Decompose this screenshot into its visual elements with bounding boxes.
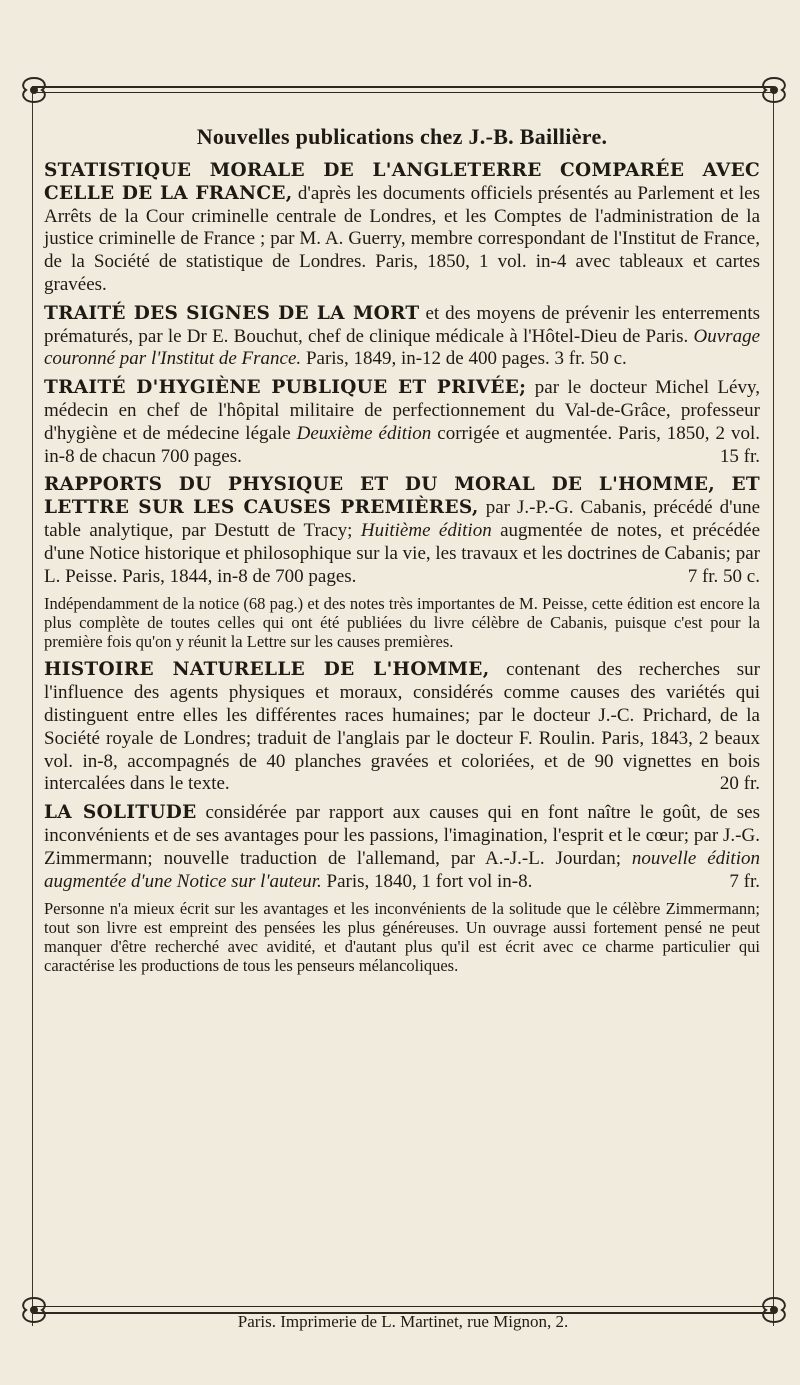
entry-note: Indépendamment de la notice (68 pag.) et des notes très importantes de M. Peisse, cette édition est encore la plus complète de toutes celles qui ont été publiées du livre célèbre de Cabanis, puisque c'est pour la première fois qu'on y réunit la Lettre sur les causes premières. [44, 594, 760, 652]
corner-ornament-icon [758, 76, 790, 104]
entry-italic: nouvelle édition augmentée d'une Notice sur l'auteur. [44, 847, 760, 892]
entry-body: d'après les documents officiels présentés au Parlement et les Arrêts de la Cour criminelle centrale de Londres, et les Comptes de l'administration de la justice criminelle de France ; par M. A. Guerry, membre correspondant de l'Institut de France, de la Société de statistique de Londres. Paris, 1850, 1 vol. in-4 avec tableaux et cartes gravées. [44, 182, 760, 295]
entry-tail: Paris, 1840, 1 fort vol in-8. [326, 870, 533, 892]
entry-tail: corrigée et augmentée. Paris, 1850, 2 vol. in-8 de chacun 700 pages. [44, 422, 760, 467]
entry-title: TRAITÉ D'HYGIÈNE PUBLIQUE ET PRIVÉE; [44, 377, 527, 399]
entry-tail: augmentée de notes, et précédée d'une Notice historique et philosophique sur la vie, les travaux et les doctrines de Cabanis; par L. Peisse. Paris, 1844, in-8 de 700 pages. [44, 519, 760, 587]
page-title: Nouvelles publications chez J.-B. Baillière. [196, 124, 608, 149]
catalogue-entry [44, 377, 760, 468]
entry-price: 7 fr. [729, 870, 760, 892]
catalogue-entry [44, 474, 760, 588]
catalogue-entry [44, 160, 760, 297]
entry-title: HISTOIRE NATURELLE DE L'HOMME, [44, 659, 490, 681]
entry-tail: Paris, 1849, in-12 de 400 pages. 3 fr. 50 c. [305, 348, 627, 370]
entry-price: 15 fr. [719, 445, 760, 467]
entry-title: LA SOLITUDE [44, 802, 197, 824]
bottom-rule-thin [32, 1306, 774, 1307]
entry-italic: Huitième édition [360, 519, 492, 541]
entry-price: 20 fr. [719, 773, 760, 795]
entry-italic: Ouvrage couronné par l'Institut de France. [44, 325, 761, 370]
entry-italic: Deuxième édition [296, 422, 432, 444]
entry-body: considérée par rapport aux causes qui en font naître le goût, de ses inconvénients et de ses avantages pour les passions, l'imagination, l'esprit et le cœur; par J.-G. Zimmermann; nouvelle traduction de l'allemand, par A.-J.-L. Jourdan; [44, 802, 761, 869]
entry-title: TRAITÉ DES SIGNES DE LA MORT [44, 302, 420, 324]
entry-body: par le docteur Michel Lévy, médecin en chef de l'hôpital militaire de perfectionnement du Val-de-Grâce, professeur d'hygiène et de médecine légale [44, 377, 761, 444]
entry-title: STATISTIQUE MORALE DE L'ANGLETERRE COMPARÉE AVEC CELLE DE LA FRANCE, [44, 160, 760, 204]
catalogue-entry [44, 303, 760, 371]
entry-body: contenant des recherches sur l'influence des agents physiques et moraux, considérés comme causes des variétés qui distinguent entre elles les différentes races humaines; par le docteur J.-C. Prichard, de la Société royale de Londres; traduit de l'anglais par le docteur F. Roulin. Paris, 1843, 2 beaux vol. in-8, accompagnés de 40 planches gravées et coloriées, et de 90 vignettes en bois intercalées dans le texte. [44, 659, 760, 795]
catalogue-content [44, 100, 760, 983]
printer-imprint: Paris. Imprimerie de L. Martinet, rue Mignon, 2. [237, 1312, 569, 1331]
entry-title: RAPPORTS DU PHYSIQUE ET DU MORAL DE L'HOMME, ET LETTRE SUR LES CAUSES PREMIÈRES, [44, 474, 760, 519]
entry-price: 7 fr. 50 c. [687, 565, 760, 587]
entry-note: Personne n'a mieux écrit sur les avantages et les inconvénients de la solitude que le célèbre Zimmermann; tout son livre est empreint des pensées les plus généreuses. Un ouvrage aussi fortement pensé ne peut manquer d'être recherché avec avidité, et d'autant plus qu'il est écrit avec ce charme particulier qui caractérise les productions de tous les penseurs mélancoliques. [44, 899, 760, 976]
entry-body: et des moyens de prévenir les enterrements prématurés, par le Dr E. Bouchut, chef de clinique médicale à l'Hôtel-Dieu de Paris. [44, 302, 760, 347]
catalogue-entry [44, 802, 760, 893]
entry-body: par J.-P.-G. Cabanis, précédé d'une table analytique, par Destutt de Tracy; [44, 497, 761, 541]
catalogue-entry [44, 659, 760, 796]
